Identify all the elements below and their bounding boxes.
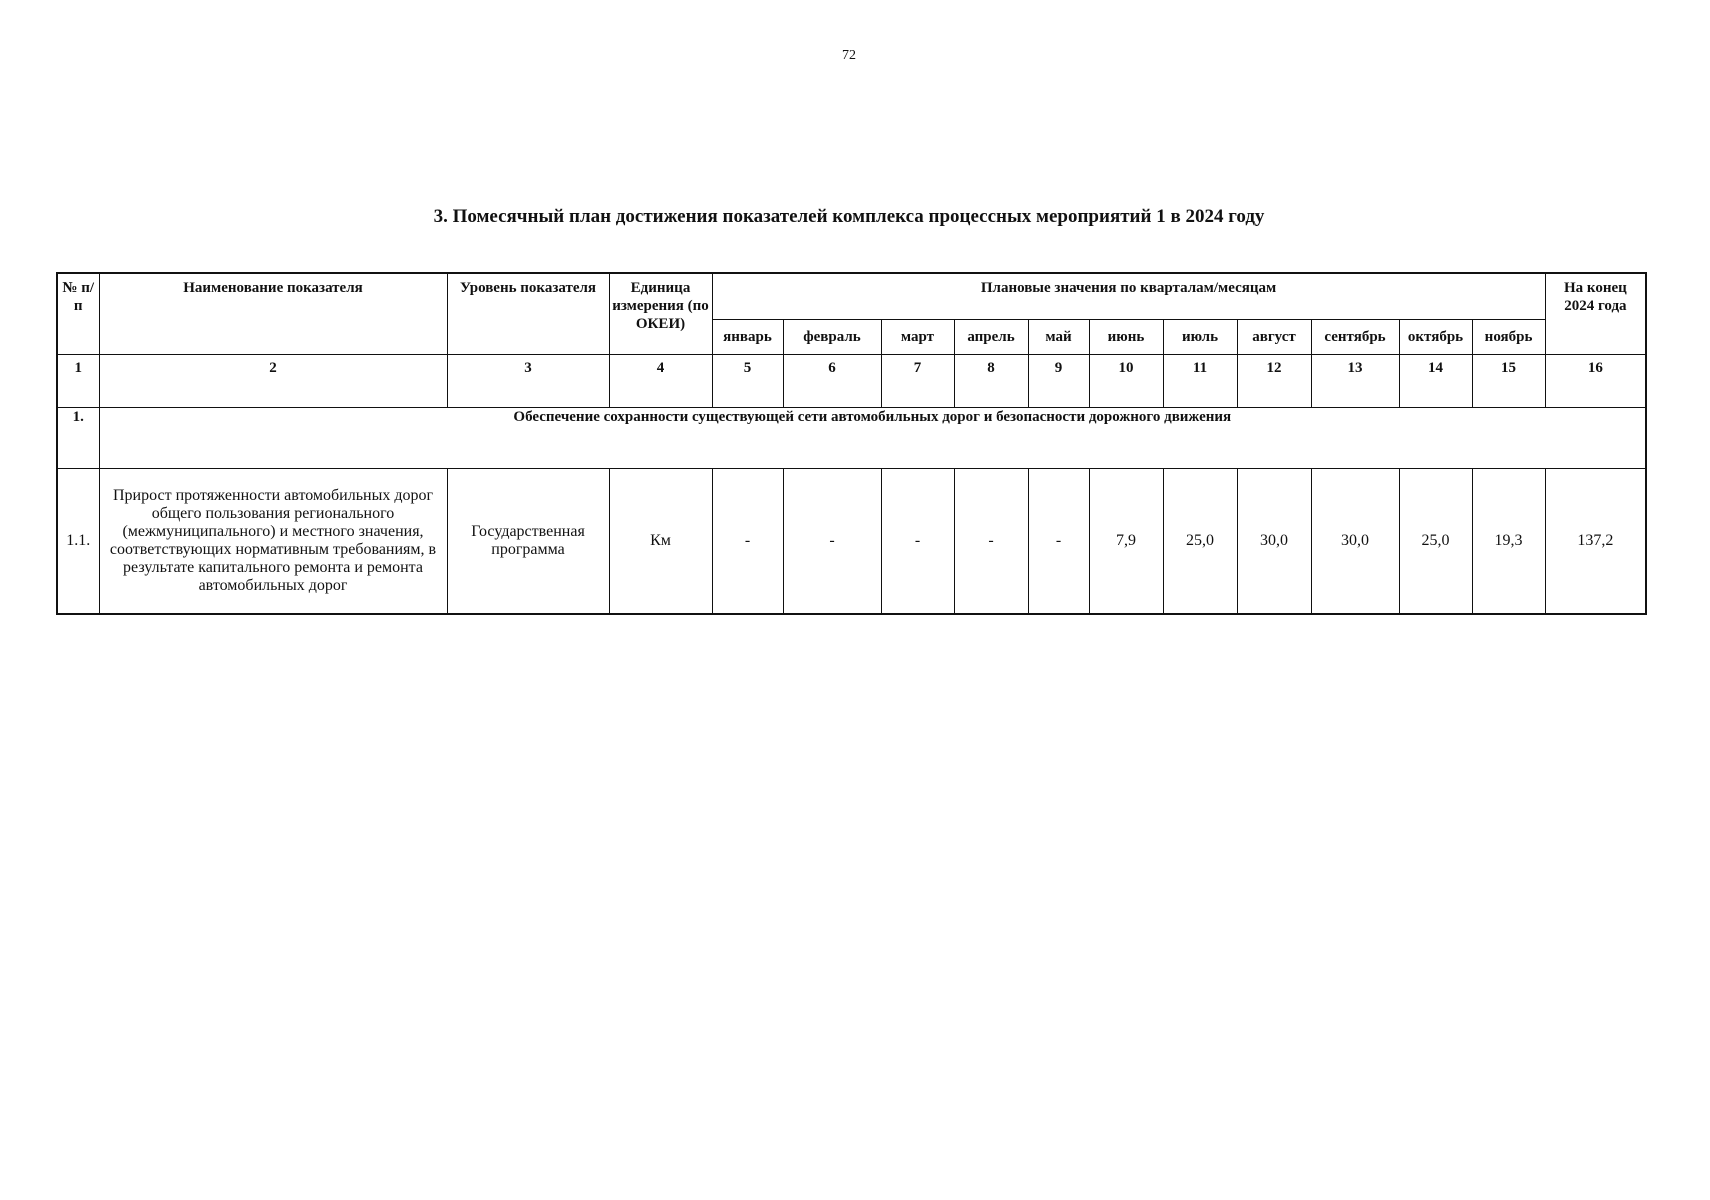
month-value: - <box>712 469 783 615</box>
month-value: 25,0 <box>1399 469 1472 615</box>
header-month: апрель <box>954 320 1028 355</box>
header-month: май <box>1028 320 1089 355</box>
column-number: 12 <box>1237 355 1311 408</box>
column-number: 4 <box>609 355 712 408</box>
header-indicator-name: Наименование показателя <box>99 273 447 355</box>
month-value: - <box>881 469 954 615</box>
column-number: 16 <box>1545 355 1646 408</box>
header-month: февраль <box>783 320 881 355</box>
header-unit: Единица измерения (по ОКЕИ) <box>609 273 712 355</box>
column-number: 10 <box>1089 355 1163 408</box>
column-number: 11 <box>1163 355 1237 408</box>
header-month: ноябрь <box>1472 320 1545 355</box>
month-value: - <box>954 469 1028 615</box>
month-value: 7,9 <box>1089 469 1163 615</box>
column-number: 8 <box>954 355 1028 408</box>
header-level: Уровень показателя <box>447 273 609 355</box>
header-planned-values: Плановые значения по кварталам/месяцам <box>712 273 1545 320</box>
column-number: 2 <box>99 355 447 408</box>
header-month: июль <box>1163 320 1237 355</box>
column-number: 13 <box>1311 355 1399 408</box>
column-number: 6 <box>783 355 881 408</box>
row-number: 1.1. <box>57 469 99 615</box>
column-number: 15 <box>1472 355 1545 408</box>
header-num: № п/п <box>57 273 99 355</box>
document-title: 3. Помесячный план достижения показателей комплекса процессных мероприятий 1 в 2024 году <box>433 206 1265 227</box>
month-value: - <box>1028 469 1089 615</box>
end-of-year-value: 137,2 <box>1545 469 1646 615</box>
header-month: сентябрь <box>1311 320 1399 355</box>
header-month: октябрь <box>1399 320 1472 355</box>
indicator-unit: Км <box>609 469 712 615</box>
header-month: август <box>1237 320 1311 355</box>
table-row <box>57 469 1646 615</box>
column-number: 14 <box>1399 355 1472 408</box>
column-number: 9 <box>1028 355 1089 408</box>
month-value: - <box>783 469 881 615</box>
month-value: 19,3 <box>1472 469 1545 615</box>
header-month: январь <box>712 320 783 355</box>
indicator-level: Государственная программа <box>447 469 609 615</box>
section-title: Обеспечение сохранности существующей сети автомобильных дорог и безопасности дорожного движения <box>99 408 1646 469</box>
header-month: июнь <box>1089 320 1163 355</box>
section-row <box>57 408 1646 469</box>
month-value: 30,0 <box>1311 469 1399 615</box>
month-value: 25,0 <box>1163 469 1237 615</box>
header-row <box>57 273 1646 320</box>
column-number: 3 <box>447 355 609 408</box>
column-numbers-row <box>57 355 1646 408</box>
header-month: март <box>881 320 954 355</box>
column-number: 5 <box>712 355 783 408</box>
section-number: 1. <box>57 408 99 469</box>
page-number: 72 <box>842 48 856 63</box>
indicator-name: Прирост протяженности автомобильных дорог общего пользования регионального (межмуниципального) и местного значения, соответствующих нормативным требованиям, в результате капитального ремонта и ремонта автомобильных дорог <box>99 469 447 615</box>
monthly-plan-table <box>56 272 1647 615</box>
column-number: 1 <box>57 355 99 408</box>
month-value: 30,0 <box>1237 469 1311 615</box>
header-end-of-year: На конец 2024 года <box>1545 273 1646 355</box>
column-number: 7 <box>881 355 954 408</box>
